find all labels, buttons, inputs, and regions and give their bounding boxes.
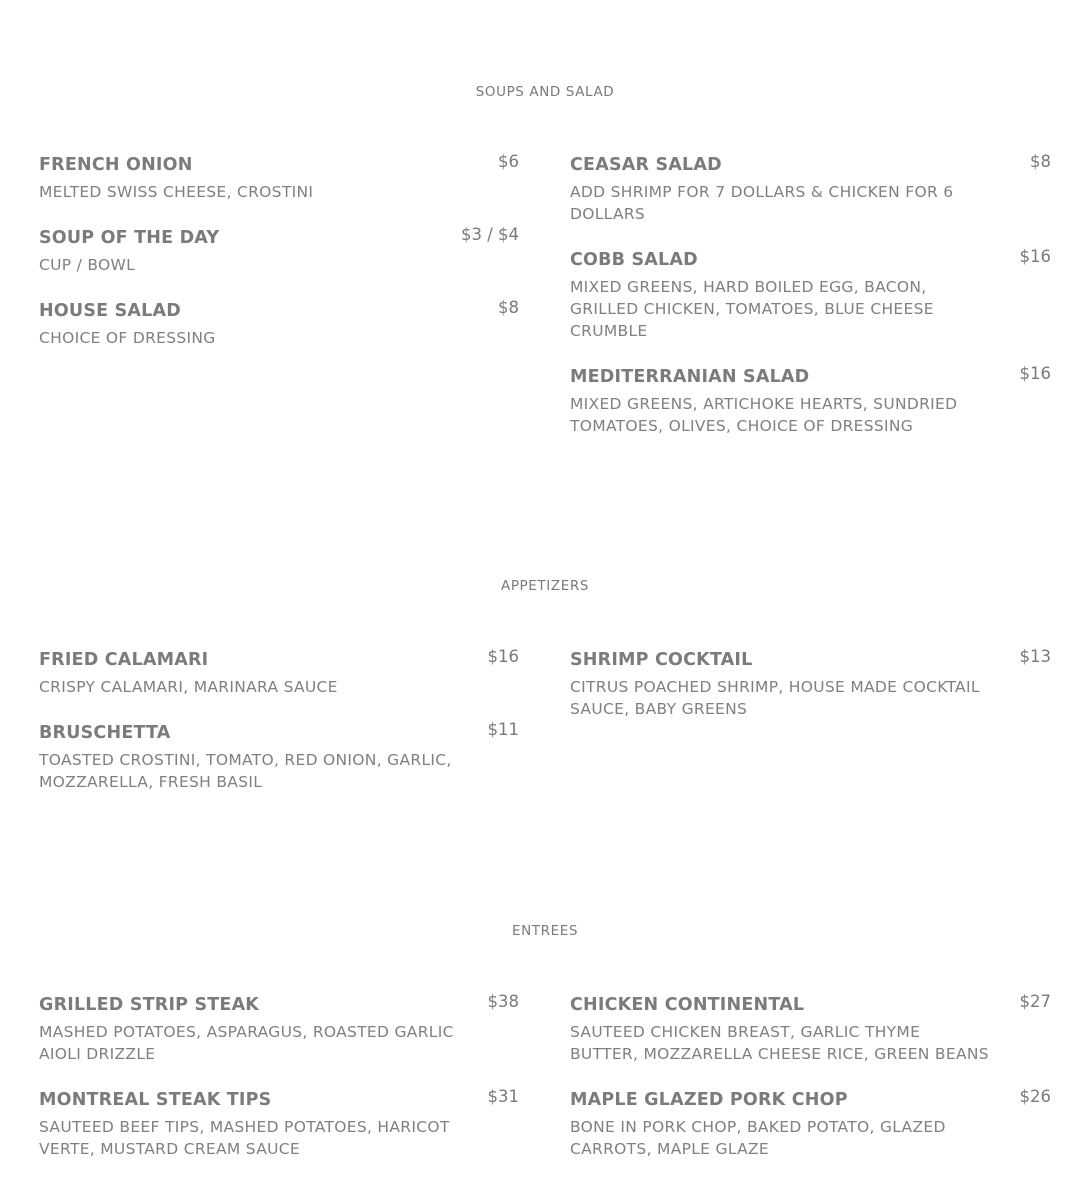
item-description: CRISPY CALAMARI, MARINARA SAUCE: [39, 678, 338, 696]
item-name: CHICKEN CONTINENTAL: [570, 995, 805, 1015]
menu-item: [570, 994, 1051, 1065]
item-price: $26: [1019, 1087, 1051, 1106]
menu-item: [39, 649, 519, 698]
menu-item: [570, 366, 1051, 437]
menu-item: [39, 994, 519, 1065]
item-name: BRUSCHETTA: [39, 723, 171, 743]
item-price: $6: [498, 152, 519, 171]
item-price: $16: [1019, 364, 1051, 383]
item-description: MIXED GREENS, ARTICHOKE HEARTS, SUNDRIED TOMATOES, OLIVES, CHOICE OF DRESSING: [570, 395, 958, 435]
menu-column-left: [39, 154, 519, 349]
item-name: MEDITERRANIAN SALAD: [570, 367, 810, 387]
section-title: SOUPS AND SALAD: [475, 84, 615, 100]
item-name: COBB SALAD: [570, 250, 698, 270]
menu-item: [39, 227, 519, 276]
item-price: $8: [1030, 152, 1051, 171]
item-name: SHRIMP COCKTAIL: [570, 650, 753, 670]
menu-item: [570, 249, 1051, 342]
menu-item: [570, 1089, 1051, 1160]
menu-item: [39, 300, 519, 349]
section-title: APPETIZERS: [500, 578, 589, 594]
item-description: SAUTEED CHICKEN BREAST, GARLIC THYME BUTTER, MOZZARELLA CHEESE RICE, GREEN BEANS: [570, 1023, 989, 1063]
item-price: $16: [487, 647, 519, 666]
item-description: BONE IN PORK CHOP, BAKED POTATO, GLAZED CARROTS, MAPLE GLAZE: [570, 1118, 946, 1158]
item-description: SAUTEED BEEF TIPS, MASHED POTATOES, HARICOT VERTE, MUSTARD CREAM SAUCE: [39, 1118, 450, 1158]
item-description: ADD SHRIMP FOR 7 DOLLARS & CHICKEN FOR 6 DOLLARS: [570, 183, 954, 223]
item-description: MIXED GREENS, HARD BOILED EGG, BACON, GRILLED CHICKEN, TOMATOES, BLUE CHEESE CRUMBLE: [570, 278, 934, 340]
menu-item: [39, 1089, 519, 1160]
item-price: $8: [498, 298, 519, 317]
item-description: TOASTED CROSTINI, TOMATO, RED ONION, GARLIC, MOZZARELLA, FRESH BASIL: [39, 751, 452, 791]
menu-column-left: [39, 994, 519, 1160]
menu-column-right: [570, 649, 1051, 720]
menu-item: [39, 154, 519, 203]
menu-item: [570, 649, 1051, 720]
item-price: $16: [1019, 247, 1051, 266]
item-price: $13: [1019, 647, 1051, 666]
item-name: GRILLED STRIP STEAK: [39, 995, 260, 1015]
item-description: MASHED POTATOES, ASPARAGUS, ROASTED GARLIC AIOLI DRIZZLE: [39, 1023, 454, 1063]
menu-column-right: [570, 994, 1051, 1160]
item-price: $38: [487, 992, 519, 1011]
item-name: CEASAR SALAD: [570, 155, 722, 175]
item-price: $31: [487, 1087, 519, 1106]
item-name: SOUP OF THE DAY: [39, 228, 220, 248]
section-title: ENTREES: [511, 923, 579, 939]
item-price: $27: [1019, 992, 1051, 1011]
menu-item: [570, 154, 1051, 225]
item-name: MONTREAL STEAK TIPS: [39, 1090, 272, 1110]
item-description: CHOICE OF DRESSING: [39, 329, 216, 347]
menu-item: [39, 722, 519, 793]
item-description: CITRUS POACHED SHRIMP, HOUSE MADE COCKTAIL SAUCE, BABY GREENS: [570, 678, 980, 718]
item-description: CUP / BOWL: [39, 256, 136, 274]
menu-column-right: [570, 154, 1051, 437]
item-name: FRIED CALAMARI: [39, 650, 209, 670]
item-name: FRENCH ONION: [39, 155, 193, 175]
item-price: $3 / $4: [460, 225, 519, 244]
menu-column-left: [39, 649, 519, 793]
item-name: MAPLE GLAZED PORK CHOP: [570, 1090, 848, 1110]
item-description: MELTED SWISS CHEESE, CROSTINI: [39, 183, 314, 201]
item-price: $11: [487, 720, 519, 739]
item-name: HOUSE SALAD: [39, 301, 181, 321]
